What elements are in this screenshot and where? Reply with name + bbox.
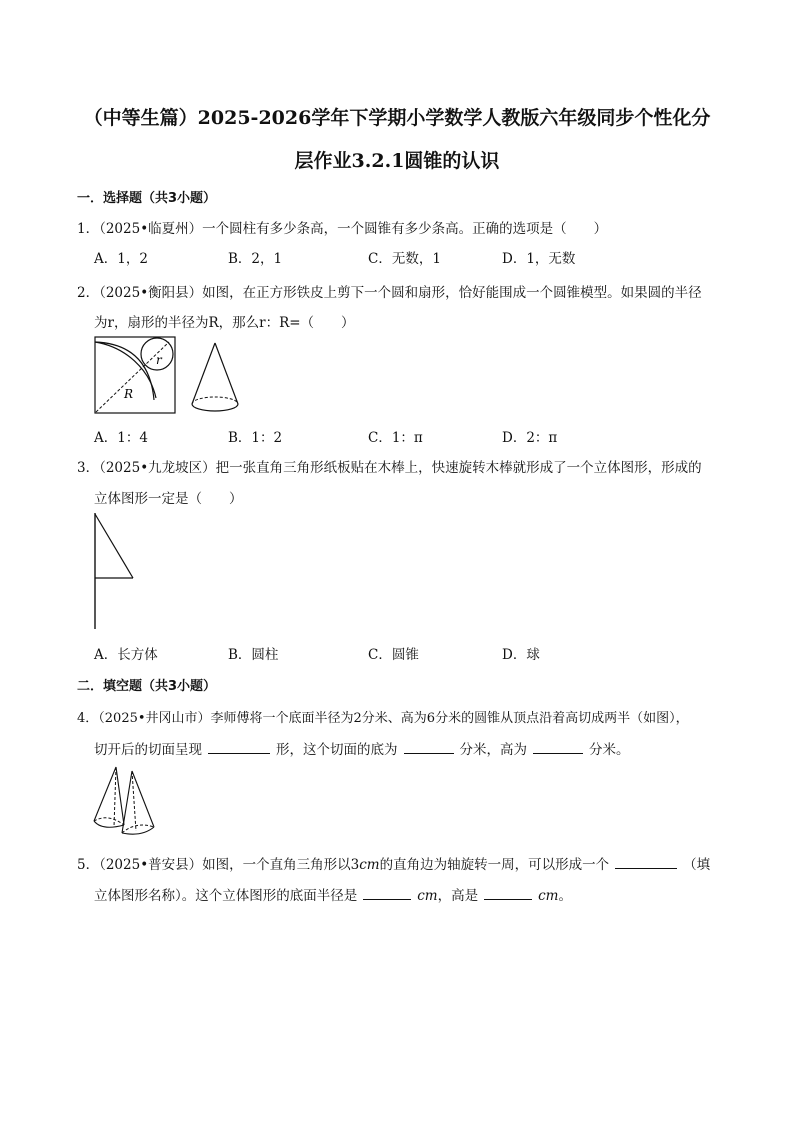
radius-r-label: r (156, 353, 162, 367)
question-1-text: 1．（2025•临夏州）一个圆柱有多少条高，一个圆锥有多少条高。正确的选项是（ ） (77, 221, 608, 237)
unit-cm: cm (538, 888, 559, 904)
question-5-text-part-5: ，高是 (437, 888, 479, 904)
cone-figure-q2 (190, 342, 240, 416)
question-5-text-part-2: 的直角边为轴旋转一周，可以形成一个 (379, 857, 610, 873)
question-3-option-c: C．圆锥 (368, 647, 419, 663)
question-4-text-part-3: 分米，高为 (459, 742, 527, 758)
question-5-text-line-1 (77, 853, 710, 873)
question-5-text-part-6: 。 (558, 888, 572, 904)
page-title-line-2: 层作业3.2.1圆锥的认识 (294, 150, 500, 172)
question-5-text-part-3: （填 (683, 857, 711, 873)
question-3-text-line-1: 3．（2025•九龙坡区）把一张直角三角形纸板贴在木棒上，快速旋转木棒就形成了一个立体图形，形成的 (77, 460, 702, 476)
answer-blank-shape[interactable] (208, 739, 270, 754)
question-2-text-line-2: 为r，扇形的半径为R，那么r：R=（ ） (94, 315, 355, 331)
question-1-option-b: B．2，1 (228, 251, 283, 267)
answer-blank-height[interactable] (484, 885, 532, 900)
unit-cm: cm (417, 888, 438, 904)
question-5-text-part-4: 立体图形名称）。这个立体图形的底面半径是 (94, 888, 358, 904)
question-3-text-line-2: 立体图形一定是（ ） (94, 491, 243, 507)
question-5-text-part-1: 5．（2025•普安县）如图，一个直角三角形以3 (77, 857, 360, 873)
question-3-option-d: D．球 (502, 647, 540, 663)
question-4-text-part-2: 形，这个切面的底为 (276, 742, 398, 758)
answer-blank-base[interactable] (404, 739, 454, 754)
question-2-text-line-1: 2．（2025•衡阳县）如图，在正方形铁皮上剪下一个圆和扇形，恰好能围成一个圆锥模型。如果圆的半径 (77, 285, 702, 301)
question-2-option-c: C．1：π (368, 430, 423, 446)
question-4-text-part-4: 分米。 (589, 742, 630, 758)
question-1-option-c: C．无数，1 (368, 251, 441, 267)
question-5-text-line-2 (94, 884, 572, 904)
radius-R-label: R (124, 387, 134, 401)
section-heading-fill-in: 二．填空题（共3小题） (77, 679, 217, 694)
question-4-text-line-2 (94, 738, 630, 758)
page-title-line-1: （中等生篇）2025-2026学年下学期小学数学人教版六年级同步个性化分 (83, 107, 711, 129)
question-4-text-part-1: 切开后的切面呈现 (94, 742, 202, 758)
answer-blank-solid-name[interactable] (615, 854, 677, 869)
question-4-text-line-1: 4．（2025•井冈山市）李师傅将一个底面半径为2分米、高为6分米的圆锥从顶点沿着高切成两半（如图）， (77, 711, 689, 726)
answer-blank-radius[interactable] (363, 885, 411, 900)
question-1-option-d: D．1，无数 (502, 251, 576, 267)
question-2-option-b: B．1：2 (228, 430, 283, 446)
question-3-option-a: A．长方体 (94, 647, 158, 663)
question-3-option-b: B．圆柱 (228, 647, 279, 663)
question-2-option-d: D．2：π (502, 430, 558, 446)
question-2-option-a: A．1：4 (94, 430, 148, 446)
square-sheet-figure (94, 336, 176, 414)
unit-cm: cm (359, 857, 380, 873)
question-1-option-a: A．1，2 (94, 251, 148, 267)
section-heading-choice: 一．选择题（共3小题） (77, 191, 217, 206)
triangle-on-stick-figure (92, 512, 138, 630)
answer-blank-height[interactable] (533, 739, 583, 754)
cut-cone-figure (92, 765, 158, 837)
